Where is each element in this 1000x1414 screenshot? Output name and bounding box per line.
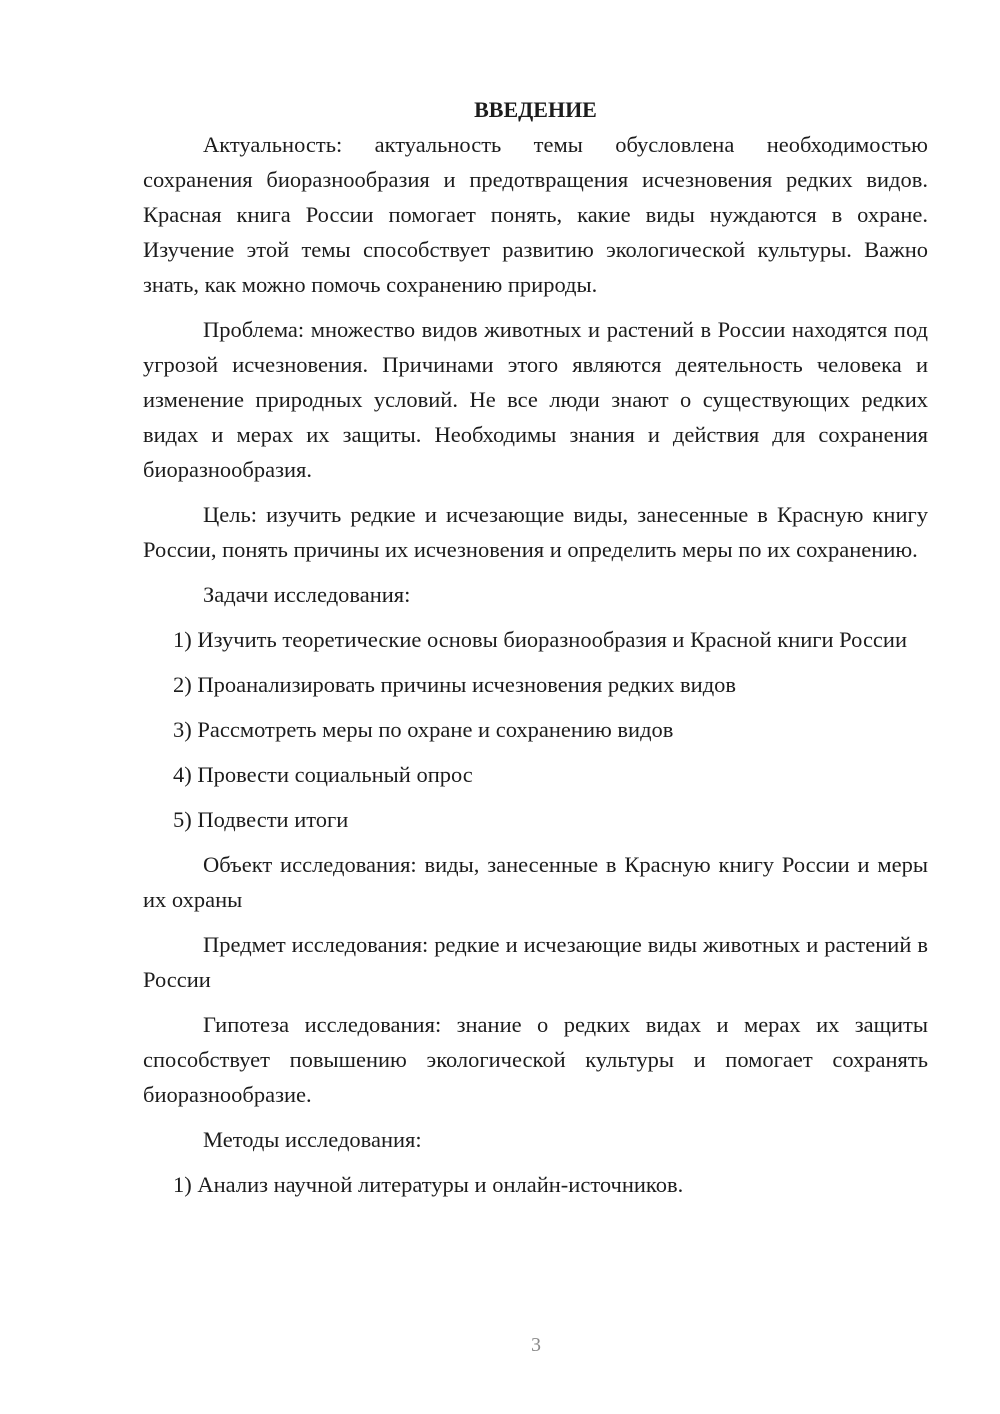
page-number: 3 [531,1334,541,1356]
task-item: 4) Провести социальный опрос [173,762,473,787]
relevance-paragraph: Актуальность: актуальность темы обусловлена необходимостью сохранения биоразнообразия и предотвращения исчезновения редких видов. Красная книга России помогает понять, какие виды нуждаются в охране. Изучение этой темы способствует развитию экологической культуры. Важно знать, как можно помочь сохранению природы. [143,132,928,297]
task-item: 1) Изучить теоретические основы биоразнообразия и Красной книги России [173,627,907,652]
problem-paragraph: Проблема: множество видов животных и растений в России находятся под угрозой исчезновения. Причинами этого являются деятельность человека и изменение природных условий. Не все люди знают о существующих редких видах и мерах их защиты. Необходимы знания и действия для сохранения биоразнообразия. [143,317,928,482]
task-item: 3) Рассмотреть меры по охране и сохранению видов [173,717,674,742]
task-item: 2) Проанализировать причины исчезновения редких видов [173,672,737,697]
section-title: ВВЕДЕНИЕ [474,97,597,122]
goal-paragraph: Цель: изучить редкие и исчезающие виды, занесенные в Красную книгу России, понять причины их исчезновения и определить меры по их сохранению. [143,502,928,562]
hypothesis-paragraph: Гипотеза исследования: знание о редких видах и мерах их защиты способствует повышению экологической культуры и помогает сохранять биоразнообразие. [143,1012,928,1107]
task-item: 5) Подвести итоги [173,807,349,832]
object-paragraph: Объект исследования: виды, занесенные в Красную книгу России и меры их охраны [143,852,928,912]
method-item: 1) Анализ научной литературы и онлайн-источников. [173,1172,684,1197]
methods-heading: Методы исследования: [203,1127,422,1152]
tasks-heading: Задачи исследования: [203,582,411,607]
document-page [143,92,928,1212]
subject-paragraph: Предмет исследования: редкие и исчезающие виды животных и растений в России [143,932,928,992]
